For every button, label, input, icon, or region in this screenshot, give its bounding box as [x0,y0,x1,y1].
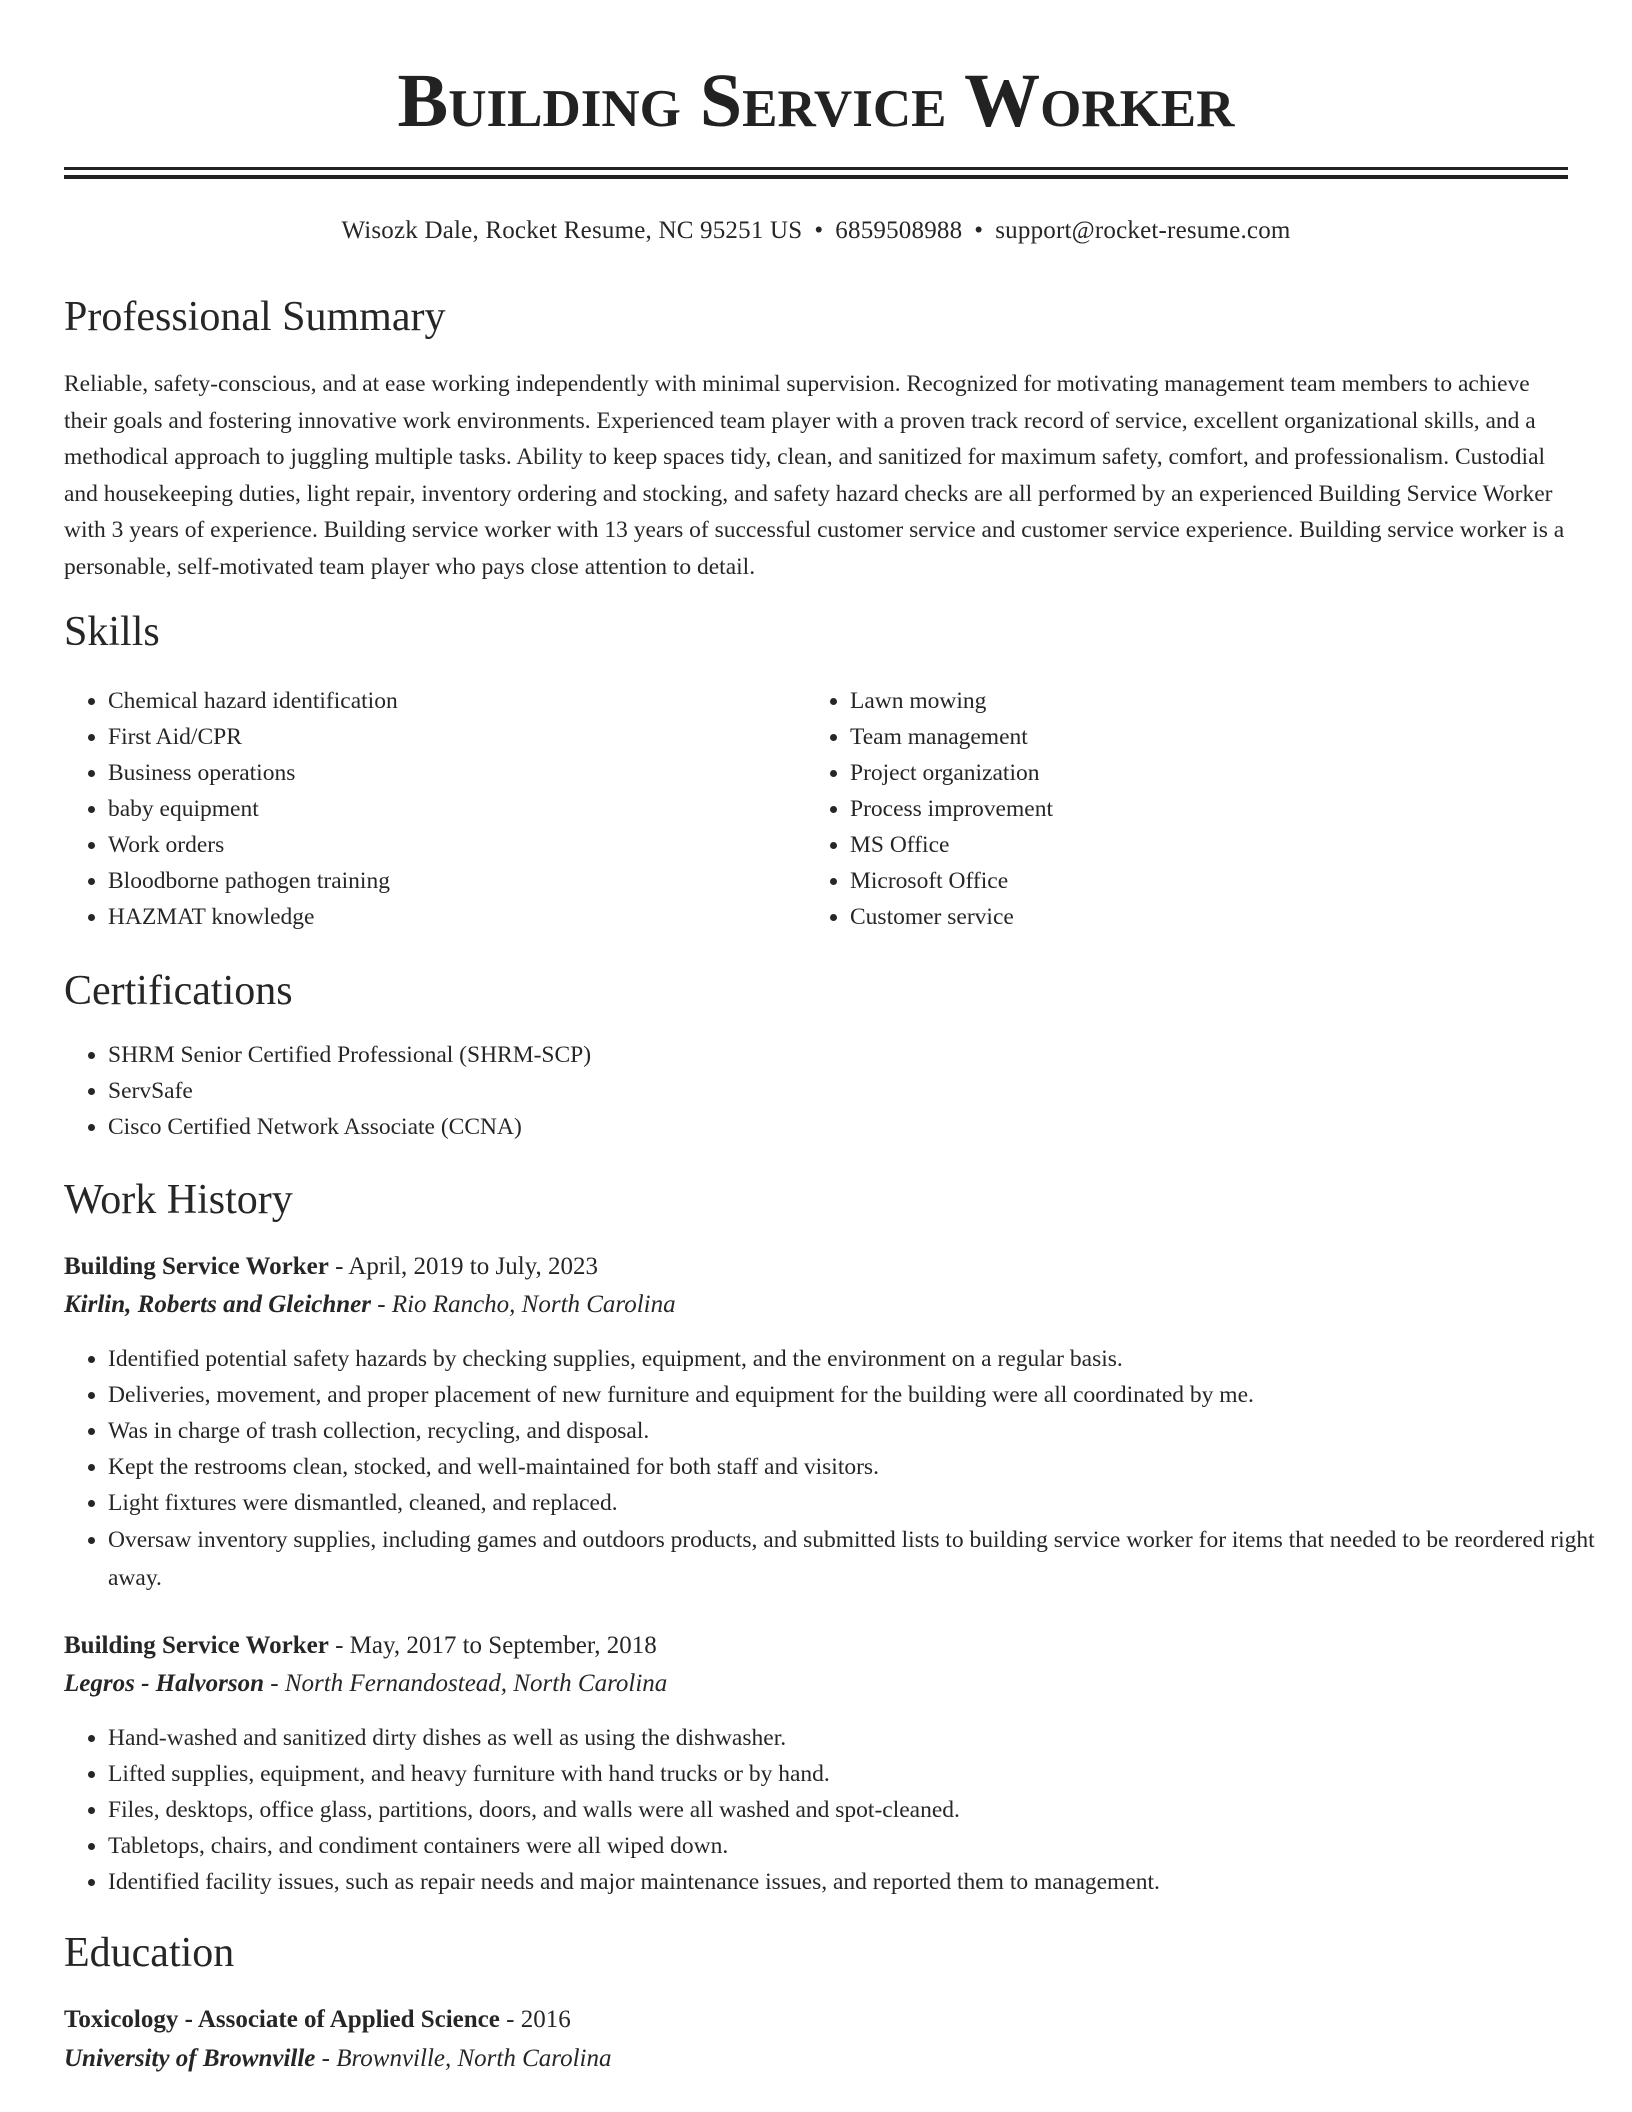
summary-text: Reliable, safety-conscious, and at ease working independently with minimal supervision. Recognized for motivating management team members to achieve their goals and fostering innovative work environments. Experienced team player with a proven track record of service, excellent organizational skills, and a methodical approach to juggling multiple tasks. Ability to keep spaces tidy, clean, and sanitized for maximum safety, comfort, and professionalism. Custodial and housekeeping duties, light repair, inventory ordering and stocking, and safety hazard checks are all performed by an experienced Building Service Worker with 3 years of experience. Building service worker with 13 years of successful customer service and customer service experience. Building service worker is a personable, self-motivated team player who pays close attention to detail. [64,371,1565,580]
contact-email: support@rocket-resume.com [995,217,1291,244]
list-item: • Bloodborne pathogen training [108,863,808,899]
list-item: • Files, desktops, office glass, partitions, doors, and walls were all washed and spot-cleaned. [108,1792,1608,1828]
education-school-line [64,2040,611,2078]
certifications-heading: Certifications [64,968,293,1014]
title-divider-top [64,167,1568,170]
contact-phone: 6859508988 [835,217,963,244]
list-item: • Team management [850,719,1550,755]
list-item: • Lifted supplies, equipment, and heavy furniture with hand trucks or by hand. [108,1756,1608,1792]
education-location: - Brownville, North Carolina [315,2045,612,2072]
list-item: • Oversaw inventory supplies, including games and outdoors products, and submitted lists to building service worker for items that needed to be reordered right away. [108,1521,1608,1597]
list-item: • Process improvement [850,791,1550,827]
job-dates: - May, 2017 to September, 2018 [328,1632,657,1659]
job-title-line [64,1248,598,1286]
list-item: • Deliveries, movement, and proper placement of new furniture and equipment for the building were all coordinated by me. [108,1377,1608,1413]
skills-heading: Skills [64,609,160,655]
list-item: • Customer service [850,899,1550,935]
list-item: • Project organization [850,755,1550,791]
list-item: • Identified potential safety hazards by checking supplies, equipment, and the environment on a regular basis. [108,1341,1608,1377]
job-bullets [64,1720,1608,1900]
job-title: Building Service Worker [64,1253,329,1280]
list-item: • Microsoft Office [850,863,1550,899]
job-company-line [64,1286,676,1324]
title-divider-bottom [64,175,1568,179]
education-degree: Toxicology - Associate of Applied Science [64,2006,500,2033]
job-title-line [64,1627,657,1665]
job-location: - North Fernandostead, North Carolina [264,1670,668,1697]
job-bullets [64,1341,1608,1597]
job-title: Building Service Worker [64,1632,329,1659]
education-year: - 2016 [499,2006,571,2033]
skills-list-right [806,683,1550,935]
page-title: Building Service Worker [397,59,1235,143]
contact-separator: • [814,217,824,244]
list-item: • Was in charge of trash collection, recycling, and disposal. [108,1413,1608,1449]
contact-line [0,213,1632,249]
education-school: University of Brownville [64,2045,316,2072]
contact-address: Wisozk Dale, Rocket Resume, NC 95251 US [341,217,803,244]
list-item: • ServSafe [108,1073,1308,1109]
summary-heading: Professional Summary [64,294,446,340]
contact-separator: • [974,217,984,244]
job-dates: - April, 2019 to July, 2023 [328,1253,599,1280]
work-history-heading: Work History [64,1177,293,1223]
job-company: Legros - Halvorson [64,1670,264,1697]
list-item: • Lawn mowing [850,683,1550,719]
list-item: • baby equipment [108,791,808,827]
skills-list-left [64,683,808,935]
list-item: • Cisco Certified Network Associate (CCNA) [108,1109,1308,1145]
list-item: • Chemical hazard identification [108,683,808,719]
list-item: • First Aid/CPR [108,719,808,755]
list-item: • Hand-washed and sanitized dirty dishes as well as using the dishwasher. [108,1720,1608,1756]
job-company-line [64,1665,667,1703]
job-location: - Rio Rancho, North Carolina [371,1291,676,1318]
list-item: • Identified facility issues, such as repair needs and major maintenance issues, and reported them to management. [108,1864,1608,1900]
education-degree-line [64,2001,571,2039]
list-item: • Work orders [108,827,808,863]
job-company: Kirlin, Roberts and Gleichner [64,1291,371,1318]
list-item: • MS Office [850,827,1550,863]
list-item: • Tabletops, chairs, and condiment containers were all wiped down. [108,1828,1608,1864]
list-item: • Business operations [108,755,808,791]
certifications-list [64,1037,1308,1145]
list-item: • SHRM Senior Certified Professional (SHRM-SCP) [108,1037,1308,1073]
education-heading: Education [64,1930,235,1976]
list-item: • HAZMAT knowledge [108,899,808,935]
list-item: • Light fixtures were dismantled, cleaned, and replaced. [108,1485,1608,1521]
list-item: • Kept the restrooms clean, stocked, and well-maintained for both staff and visitors. [108,1449,1608,1485]
